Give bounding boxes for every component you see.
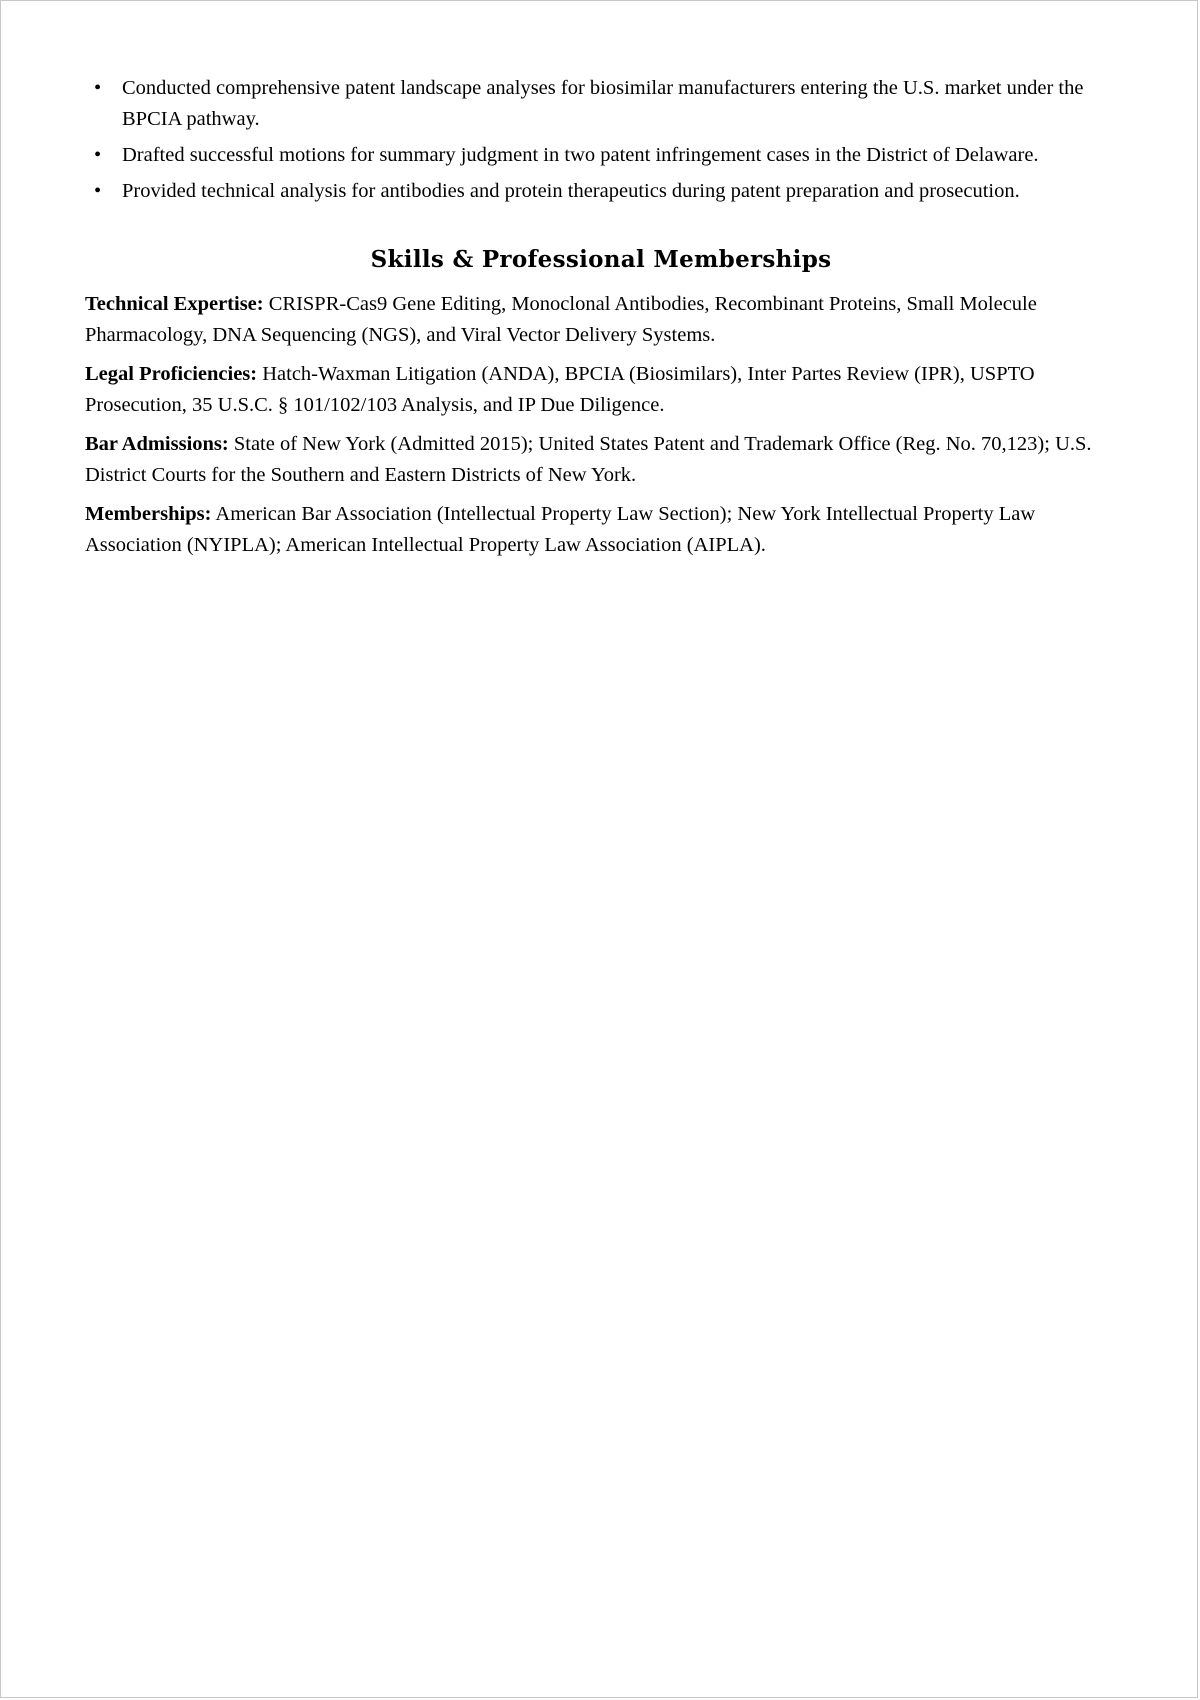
entry-text: State of New York (Admitted 2015); United States Patent and Trademark Office (Reg. No. 70,123); U.S. District Courts for the Southern and Eastern Districts of New York. — [85, 433, 1092, 486]
bullet-icon: • — [94, 180, 102, 202]
skills-entry-technical-expertise — [85, 289, 1117, 351]
entry-text: Hatch-Waxman Litigation (ANDA), BPCIA (Biosimilars), Inter Partes Review (IPR), USPTO Prosecution, 35 U.S.C. § 101/102/103 Analysis, and IP Due Diligence. — [85, 363, 1035, 416]
bullet-item — [85, 140, 1117, 171]
bullet-text: Conducted comprehensive patent landscape analyses for biosimilar manufacturers entering the U.S. market under the BPCIA pathway. — [122, 77, 1084, 130]
skills-entry-bar-admissions — [85, 429, 1117, 491]
entry-text: American Bar Association (Intellectual Property Law Section); New York Intellectual Property Law Association (NYIPLA); American Intellectual Property Law Association (AIPLA). — [85, 503, 1036, 556]
entry-label: Bar Admissions: — [85, 433, 229, 455]
entry-label: Legal Proficiencies: — [85, 363, 258, 385]
entry-label: Technical Expertise: — [85, 293, 264, 315]
experience-bullet-list — [85, 73, 1117, 207]
skills-entry-memberships — [85, 499, 1117, 561]
bullet-icon: • — [94, 77, 102, 99]
bullet-icon: • — [94, 144, 102, 166]
page-content — [85, 73, 1117, 569]
bullet-item — [85, 73, 1117, 135]
skills-entry-legal-proficiencies — [85, 359, 1117, 421]
bullet-text: Drafted successful motions for summary judgment in two patent infringement cases in the District of Delaware. — [122, 144, 1039, 166]
bullet-item — [85, 176, 1117, 207]
entry-text: CRISPR-Cas9 Gene Editing, Monoclonal Antibodies, Recombinant Proteins, Small Molecule Pharmacology, DNA Sequencing (NGS), and Viral Vector Delivery Systems. — [85, 293, 1037, 346]
entry-label: Memberships: — [85, 503, 212, 525]
bullet-text: Provided technical analysis for antibodies and protein therapeutics during patent preparation and prosecution. — [122, 180, 1020, 202]
section-heading-skills: Skills & Professional Memberships — [370, 246, 832, 273]
